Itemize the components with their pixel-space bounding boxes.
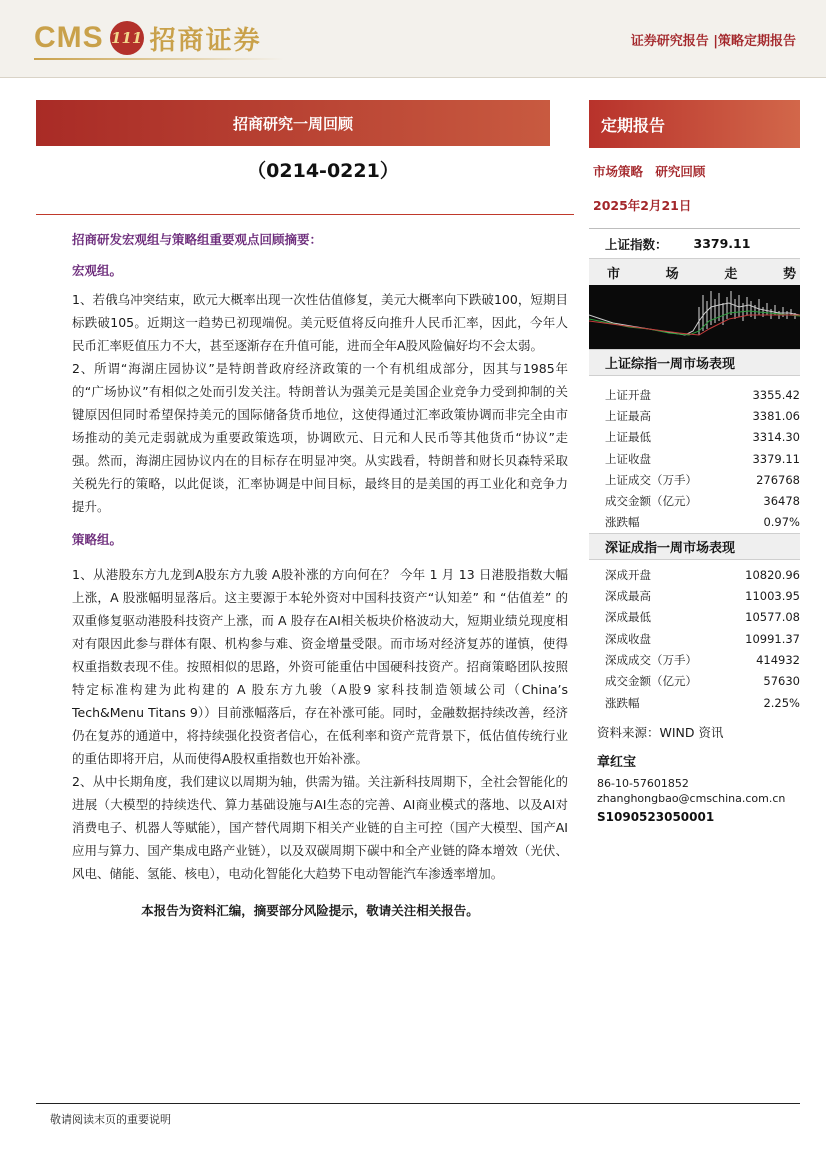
table-row — [589, 564, 800, 585]
row-label: 涨跌幅 — [605, 695, 640, 710]
row-value: 10577.08 — [745, 610, 800, 625]
table-row — [589, 692, 800, 713]
report-categories: 市场策略 研究回顾 — [593, 164, 706, 179]
table-row — [589, 512, 800, 533]
trend-char: 势 — [782, 266, 796, 282]
title-divider — [36, 214, 574, 215]
row-value: 3379.11 — [752, 451, 800, 466]
strategy-paragraph-2: 2、从中长期角度，我们建议以周期为轴，供需为锚。关注新科技周期下，全社会智能化的进展（大模型的持续迭代、算力基础设施与AI生态的完善、AI商业模式的落地、以及AI对消费电子、机器人等赋能），国产替代周期下相关产业链的自主可控（国产大模型、国产AI应用与算力、国产集成电路产业链），以及双碳周期下碳中和全产业链的降本增效（光伏、风电、储能、氢能、核电），电动化智能化大趋势下电动智能汽车渗透率增加。 — [72, 774, 568, 881]
row-value: 10991.37 — [745, 631, 800, 646]
analyst-phone: 86-10-57601852 — [597, 777, 689, 791]
analyst-name: 章红宝 — [597, 755, 637, 771]
price-line — [589, 303, 800, 335]
table-row — [589, 628, 800, 649]
report-title: 招商研究一周回顾 — [232, 114, 353, 133]
row-label: 深成成交（万手） — [605, 652, 697, 667]
row-value: 36478 — [763, 494, 800, 509]
page-header — [0, 0, 826, 78]
summary-heading: 招商研发宏观组与策略组重要观点回顾摘要： — [72, 232, 323, 247]
index-summary — [589, 228, 800, 258]
index-value: 3379.11 — [693, 236, 751, 251]
sse-weekly-table — [589, 384, 800, 533]
row-value: 3314.30 — [752, 430, 800, 445]
main-content — [72, 228, 568, 922]
trend-char: 市 — [607, 266, 621, 282]
logo-seal-icon: 111 — [110, 21, 144, 55]
table-row — [589, 649, 800, 670]
szse-weekly-heading: 深证成指一周市场表现 — [589, 533, 800, 560]
report-date-range: （0214-0221） — [247, 160, 399, 182]
table-row — [589, 384, 800, 405]
analyst-email[interactable]: zhanghongbao@cmschina.com.cn — [597, 792, 786, 806]
table-row — [589, 585, 800, 606]
row-label: 上证成交（万手） — [605, 472, 697, 487]
footer-note: 敬请阅读末页的重要说明 — [50, 1113, 171, 1126]
row-value: 3355.42 — [752, 387, 800, 402]
row-label: 上证开盘 — [605, 387, 651, 402]
analyst-certificate: S1090523050001 — [597, 810, 715, 825]
strategy-group-heading: 策略组。 — [72, 532, 123, 547]
logo-latin: CMS — [34, 21, 104, 54]
footer-divider — [36, 1103, 800, 1104]
row-label: 上证最高 — [605, 408, 651, 423]
data-source: 资料来源：WIND 资讯 — [597, 725, 724, 741]
sse-weekly-heading: 上证综指一周市场表现 — [589, 349, 800, 376]
table-row — [589, 671, 800, 692]
trend-char: 场 — [665, 266, 679, 282]
market-trend-chart — [589, 285, 800, 349]
index-label: 上证指数： — [605, 236, 668, 252]
row-label: 深成开盘 — [605, 567, 651, 582]
szse-weekly-table — [589, 564, 800, 713]
strategy-paragraph-1: 1、从港股东方九龙到A股东方九骏 A股补涨的方向何在？ 今年 1 月 13 日港股指数大幅上涨，A 股涨幅明显落后。这主要源于本轮外资对中国科技资产“认知差” 和 “估值差” 的双重修复驱动港股科技资产上涨，而 A 股存在AI相关板块价格波动大，短期业绩兑现度相对有限因此参与群体有限、机构参与难、资金增量受限。而市场对经济复苏的谨慎，使得权重指数表现不佳。按照相似的思路，外资可能重估中国硬科技资产。招商策略团队按照特定标准构建为此构建的 A 股东方九骏（A股9 家科技制造领域公司（China’s Tech&Menu Titans 9））目前涨幅落后，存在补涨可能。同时，金融数据持续改善，经济仍在复苏的通道中，将持续强化投资者信心，在低利率和资产荒背景下，低估值传统行业的重估即将开启，从而使得A股权重指数也开始补涨。 — [72, 567, 568, 766]
macro-group-heading: 宏观组。 — [72, 263, 123, 278]
row-label: 上证收盘 — [605, 451, 651, 466]
trend-char: 走 — [724, 266, 738, 282]
table-row — [589, 448, 800, 469]
table-row — [589, 607, 800, 628]
macro-paragraph-1: 1、若俄乌冲突结束，欧元大概率出现一次性估值修复，美元大概率向下跌破100，短期目标跌破105。近期这一趋势已初现端倪。美元贬值将反向推升人民币汇率，因此，今年人民币汇率贬值压力不大，甚至逐渐存在升值可能，进而全年A股风险偏好均不会太弱。 — [72, 292, 568, 353]
macro-paragraph-2: 2、所谓“海湖庄园协议”是特朗普政府经济政策的一个有机组成部分，因其与1985年的“广场协议”有相似之处而引发关注。特朗普认为强美元是美国企业竞争力受到抑制的关键原因但同时希望保持美元的国际储备货币地位，这使得通过汇率政策协调而非完全由市场推动的美元走弱就成为重要政策选项，协调欧元、日元和人民币等其他货币“协议”走强。然而，海湖庄园协议内在的目标存在明显冲突。从实践看，特朗普和财长贝森特采取关税先行的策略，以此促谈，汇率协调是中间目标，最终目的是美国的再工业化和竞争力提升。 — [72, 361, 568, 514]
logo-chinese: 招商证券 — [149, 25, 262, 56]
row-value: 2.25% — [763, 695, 800, 710]
row-label: 深成最高 — [605, 589, 651, 604]
report-tag: 定期报告 — [589, 100, 800, 148]
row-label: 成交金额（亿元） — [605, 674, 697, 689]
logo-underline — [34, 58, 284, 60]
moving-average-2 — [589, 315, 800, 335]
row-value: 57630 — [763, 674, 800, 689]
table-row — [589, 469, 800, 490]
table-row — [589, 427, 800, 448]
row-label: 上证最低 — [605, 430, 651, 445]
table-row — [589, 490, 800, 511]
report-date: 2025年2月21日 — [593, 198, 692, 213]
report-type: 证券研究报告 |策略定期报告 — [630, 34, 796, 49]
row-label: 成交金额（亿元） — [605, 494, 697, 509]
row-value: 0.97% — [763, 515, 800, 530]
row-value: 276768 — [756, 472, 800, 487]
row-label: 涨跌幅 — [605, 515, 640, 530]
closing-note: 本报告为资料汇编，摘要部分风险提示，敬请关注相关报告。 — [141, 903, 479, 918]
row-value: 3381.06 — [752, 408, 800, 423]
row-value: 11003.95 — [745, 589, 800, 604]
row-label: 深成收盘 — [605, 631, 651, 646]
row-value: 414932 — [756, 652, 800, 667]
row-label: 深成最低 — [605, 610, 651, 625]
sidebar — [589, 100, 800, 824]
table-row — [589, 405, 800, 426]
cms-logo — [34, 18, 262, 58]
title-banner — [36, 100, 550, 146]
row-value: 10820.96 — [745, 567, 800, 582]
market-trend-heading — [589, 258, 800, 285]
